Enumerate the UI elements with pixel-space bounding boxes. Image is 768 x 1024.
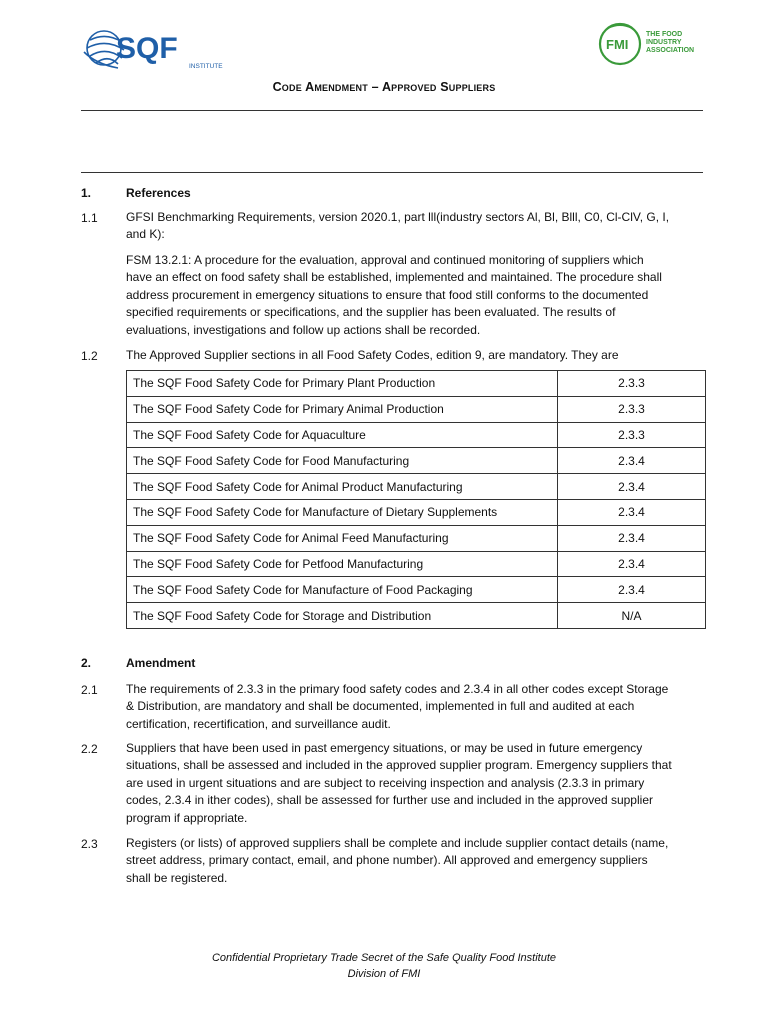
footer-confidential-line: Confidential Proprietary Trade Secret of the Safe Quality Food Institute [211,952,557,964]
code-section-cell: 2.3.4 [558,551,706,577]
code-name-cell: The SQF Food Safety Code for Manufacture of Dietary Supplements [127,499,558,525]
table-row [127,422,706,448]
fmi-logo-line2: INDUSTRY [646,39,682,46]
footer-division-line: Division of FMI [347,968,421,980]
code-section-cell: 2.3.4 [558,448,706,474]
text-line: FSM 13.2.1: A procedure for the evaluation, approval and continued monitoring of suppliers which [126,253,644,267]
document-title: Code Amendment – Approved Suppliers [272,80,496,94]
fmi-logo-line1: THE FOOD [646,31,683,38]
code-name-cell: The SQF Food Safety Code for Petfood Manufacturing [127,551,558,577]
page-footer [0,950,768,982]
table-row [127,525,706,551]
text-line: The requirements of 2.3.3 in the primary food safety codes and 2.3.4 in all other codes except Storage [126,682,669,696]
code-name-cell: The SQF Food Safety Code for Food Manufacturing [127,448,558,474]
table-row [127,371,706,397]
code-section-cell: 2.3.3 [558,371,706,397]
text-line: shall be registered. [126,870,228,885]
table-row [127,551,706,577]
paragraph-2-3 [126,835,706,887]
code-name-cell: The SQF Food Safety Code for Storage and Distribution [127,603,558,629]
text-line: Registers (or lists) of approved suppliers shall be complete and include supplier contact details (name, [126,836,669,850]
paragraph-fsm-13-2-1 [126,252,706,339]
text-line: situations, shall be assessed and included in the approved supplier program. Emergency suppliers that [126,758,672,773]
text-line: have an effect on food safety shall be established, implemented and maintained. The procedure shall [126,270,662,285]
section-number: 2. [81,656,92,670]
code-name-cell: The SQF Food Safety Code for Manufacture of Food Packaging [127,577,558,603]
text-line: program if appropriate. [126,810,248,825]
code-section-cell: 2.3.4 [558,499,706,525]
title-divider-bottom [81,172,703,173]
code-section-cell: 2.3.4 [558,577,706,603]
section-heading-amendment: Amendment [126,656,196,670]
code-name-cell: The SQF Food Safety Code for Primary Animal Production [127,396,558,422]
section-number: 1. [81,186,92,200]
paragraph-2-1 [126,681,706,733]
section-heading-references: References [126,186,191,200]
text-line: & Distribution, are mandatory and shall be documented, implemented in full and audited at each [126,699,635,714]
text-line: and K): [126,227,165,242]
text-line: address procurement in emergency situations to ensure that food still conforms to the documented [126,287,649,302]
code-section-cell: N/A [558,603,706,629]
text-line: certification, recertification, and surveillance audit. [126,716,391,731]
fmi-logo-line3: ASSOCIATION [646,47,695,54]
table-row [127,396,706,422]
code-section-cell: 2.3.3 [558,396,706,422]
food-safety-codes-table [126,370,706,629]
text-line: street address, primary contact, email, and phone number). All approved and emergency suppliers [126,853,648,868]
code-name-cell: The SQF Food Safety Code for Primary Plant Production [127,371,558,397]
table-row [127,448,706,474]
item-number: 2.2 [81,742,98,756]
item-number: 1.1 [81,211,98,225]
text-line: Suppliers that have been used in past emergency situations, or may be used in future emergency [126,741,643,755]
code-name-cell: The SQF Food Safety Code for Aquaculture [127,422,558,448]
item-number: 1.2 [81,349,98,363]
text-line: codes, 2.3.4 in ither codes), shall be assessed for further use and included in the approved supplier [126,793,653,808]
code-section-cell: 2.3.3 [558,422,706,448]
paragraph-mandatory-sections: The Approved Supplier sections in all Food Safety Codes, edition 9, are mandatory. They are [126,348,619,362]
item-number: 2.1 [81,683,98,697]
table-row [127,499,706,525]
code-name-cell: The SQF Food Safety Code for Animal Feed Manufacturing [127,525,558,551]
fmi-logo-word: FMI [606,37,629,52]
fmi-logo [598,22,708,66]
table-row [127,577,706,603]
item-number: 2.3 [81,837,98,851]
code-section-cell: 2.3.4 [558,525,706,551]
sqf-institute-logo [82,24,232,74]
paragraph-gfsi-requirements [126,209,706,244]
table-row [127,603,706,629]
sqf-logo-word: SQF [116,32,178,65]
table-row [127,474,706,500]
text-line: GFSI Benchmarking Requirements, version 2020.1, part lll(industry sectors Al, Bl, Blll, C0, Cl-ClV, G, I, [126,210,670,224]
paragraph-2-2 [126,740,706,827]
text-line: specified requirements or specifications, and the supplier has been evaluated. The results of [126,305,616,320]
sqf-logo-subtitle: INSTITUTE [189,63,223,70]
title-divider-top [81,110,703,111]
text-line: evaluations, investigations and follow up actions shall be recorded. [126,322,481,337]
text-line: are used in urgent situations and are subject to receiving inspection and analysis (2.3.3 in primary [126,775,645,790]
code-section-cell: 2.3.4 [558,474,706,500]
code-name-cell: The SQF Food Safety Code for Animal Product Manufacturing [127,474,558,500]
